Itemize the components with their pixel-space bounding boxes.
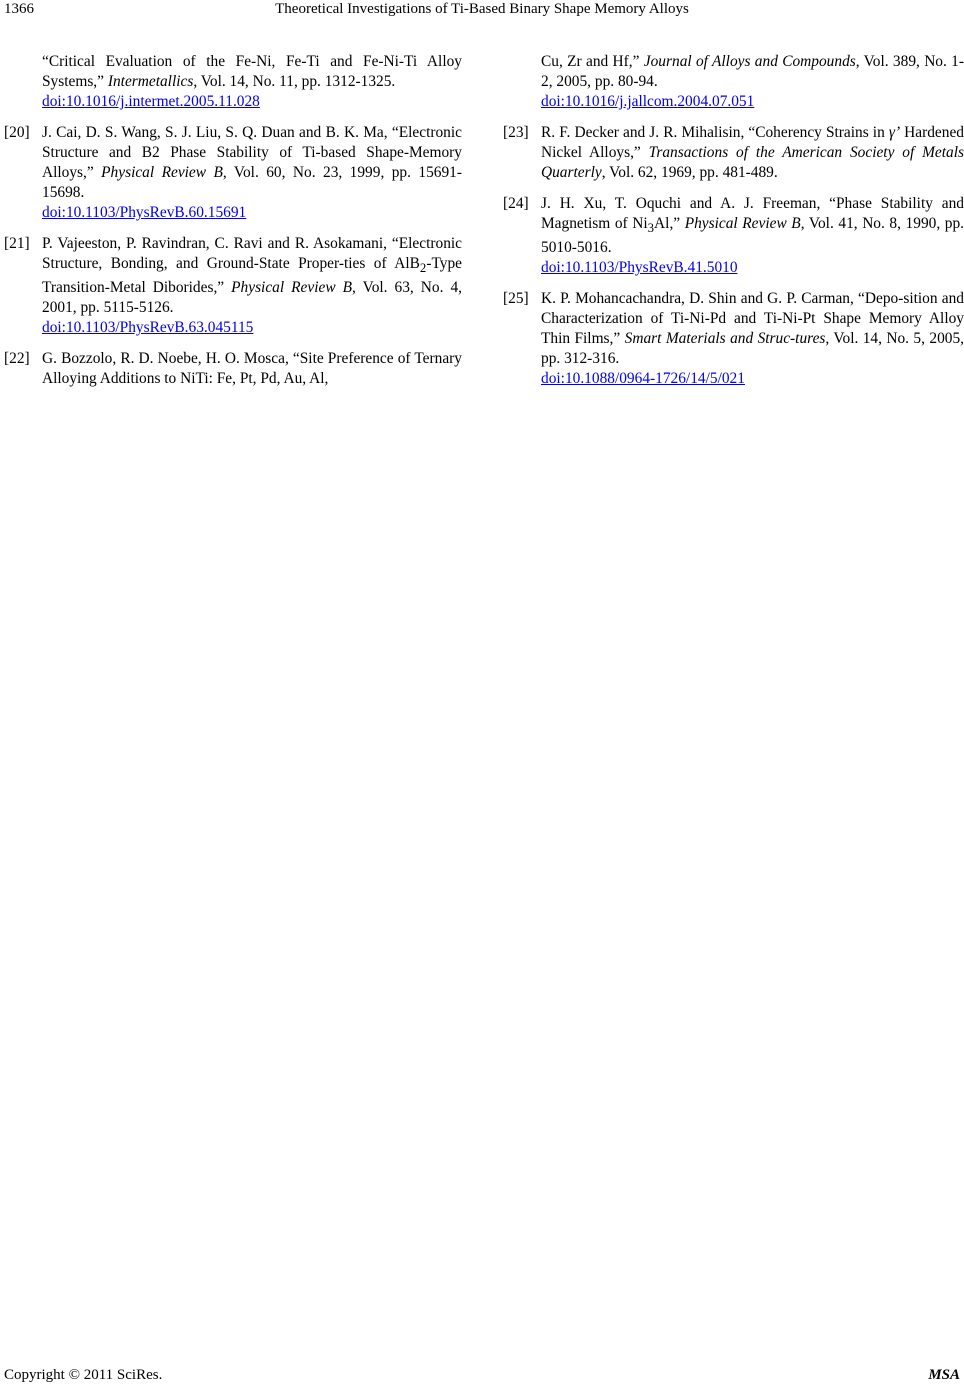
journal-abbreviation: MSA [928, 1367, 960, 1383]
journal-name: Physical Review B [231, 279, 352, 297]
reference-number: [21] [4, 235, 30, 252]
reference-19-continued: “Critical Evaluation of the Fe-Ni, Fe-Ti and Fe-Ni-Ti Alloy Systems,” Intermetallics, Vol. 14, No. 11, pp. 1312-1325. doi:10.1016/j.intermet.2005.11.028 [42, 53, 462, 110]
journal-name: Smart Materials and Struc-tures [624, 330, 826, 348]
reference-25: [25] K. P. Mohancachandra, D. Shin and G. P. Carman, “Depo-sition and Characterization of Ti-Ni-Pd and Ti-Ni-Pt Shape Memory Alloy Thin Films,” Smart Materials and Struc-tures, Vol. 14, No. 5, 2005, pp. 312-316. doi:10.1088/0964-1726/14/5/021 [503, 290, 964, 388]
doi-link[interactable]: doi:10.1103/PhysRevB.63.045115 [42, 319, 254, 337]
reference-number: [25] [503, 290, 529, 308]
reference-number: [24] [503, 195, 529, 212]
reference-number: [22] [4, 350, 30, 368]
doi-link[interactable]: doi:10.1016/j.jallcom.2004.07.051 [541, 93, 755, 110]
journal-name: Transactions of the American Society of Metals Quarterly [541, 144, 964, 181]
running-title: Theoretical Investigations of Ti-Based Binary Shape Memory Alloys [275, 1, 689, 17]
reference-24: [24] J. H. Xu, T. Oquchi and A. J. Freeman, “Phase Stability and Magnetism of $Ni_3Al$,” Physical Review B, Vol. 41, No. 8, 1990, pp. 5010-5016. doi:10.1103/PhysRevB.41.5010 [503, 195, 964, 277]
doi-link[interactable]: doi:10.1016/j.intermet.2005.11.028 [42, 93, 260, 110]
doi-link[interactable]: doi:10.1103/PhysRevB.41.5010 [541, 259, 738, 277]
reference-number: [20] [4, 124, 30, 141]
reference-21: [21] P. Vajeeston, P. Ravindran, C. Ravi and R. Asokamani, “Electronic Structure, Bonding, and Ground-State Proper-ties of AlB$_2$-Type Transition-Metal Diborides,” Physical Review B, Vol. 63, No. 4, 2001, pp. 5115-5126. doi:10.1103/PhysRevB.63.045115 [4, 235, 462, 337]
doi-link[interactable]: doi:10.1088/0964-1726/14/5/021 [541, 370, 745, 388]
reference-22: [22] G. Bozzolo, R. D. Noebe, H. O. Mosca, “Site Preference of Ternary Alloying Additions to NiTi: Fe, Pt, Pd, Au, Al, [4, 350, 462, 388]
doi-link[interactable]: doi:10.1103/PhysRevB.60.15691 [42, 204, 247, 221]
left-column [4, 52, 462, 400]
right-column [503, 52, 964, 400]
journal-name: Physical Review B [101, 164, 223, 181]
journal-name: Journal of Alloys and Compounds [643, 53, 856, 70]
reference-20: [20] J. Cai, D. S. Wang, S. J. Liu, S. Q. Duan and B. K. Ma, “Electronic Structure and B2 Phase Stability of Ti-based Shape-Memory Alloys,” Physical Review B, Vol. 60, No. 23, 1999, pp. 15691-15698. doi:10.1103/PhysRevB.60.15691 [4, 124, 462, 221]
page-number: 1366 [4, 1, 34, 17]
reference-number: [23] [503, 124, 529, 141]
reference-22-continued: Cu, Zr and Hf,” Journal of Alloys and Compounds, Vol. 389, No. 1-2, 2005, pp. 80-94. doi:10.1016/j.jallcom.2004.07.051 [541, 53, 964, 110]
journal-name: Intermetallics [107, 73, 194, 90]
journal-name: Physical Review B [684, 215, 801, 232]
reference-23: [23] R. F. Decker and J. R. Mihalisin, “Coherency Strains in γ’ Hardened Nickel Alloys,” Transactions of the American Society of Metals Quarterly, Vol. 62, 1969, pp. 481-489. [503, 124, 964, 181]
copyright-notice: Copyright © 2011 SciRes. [4, 1367, 163, 1383]
